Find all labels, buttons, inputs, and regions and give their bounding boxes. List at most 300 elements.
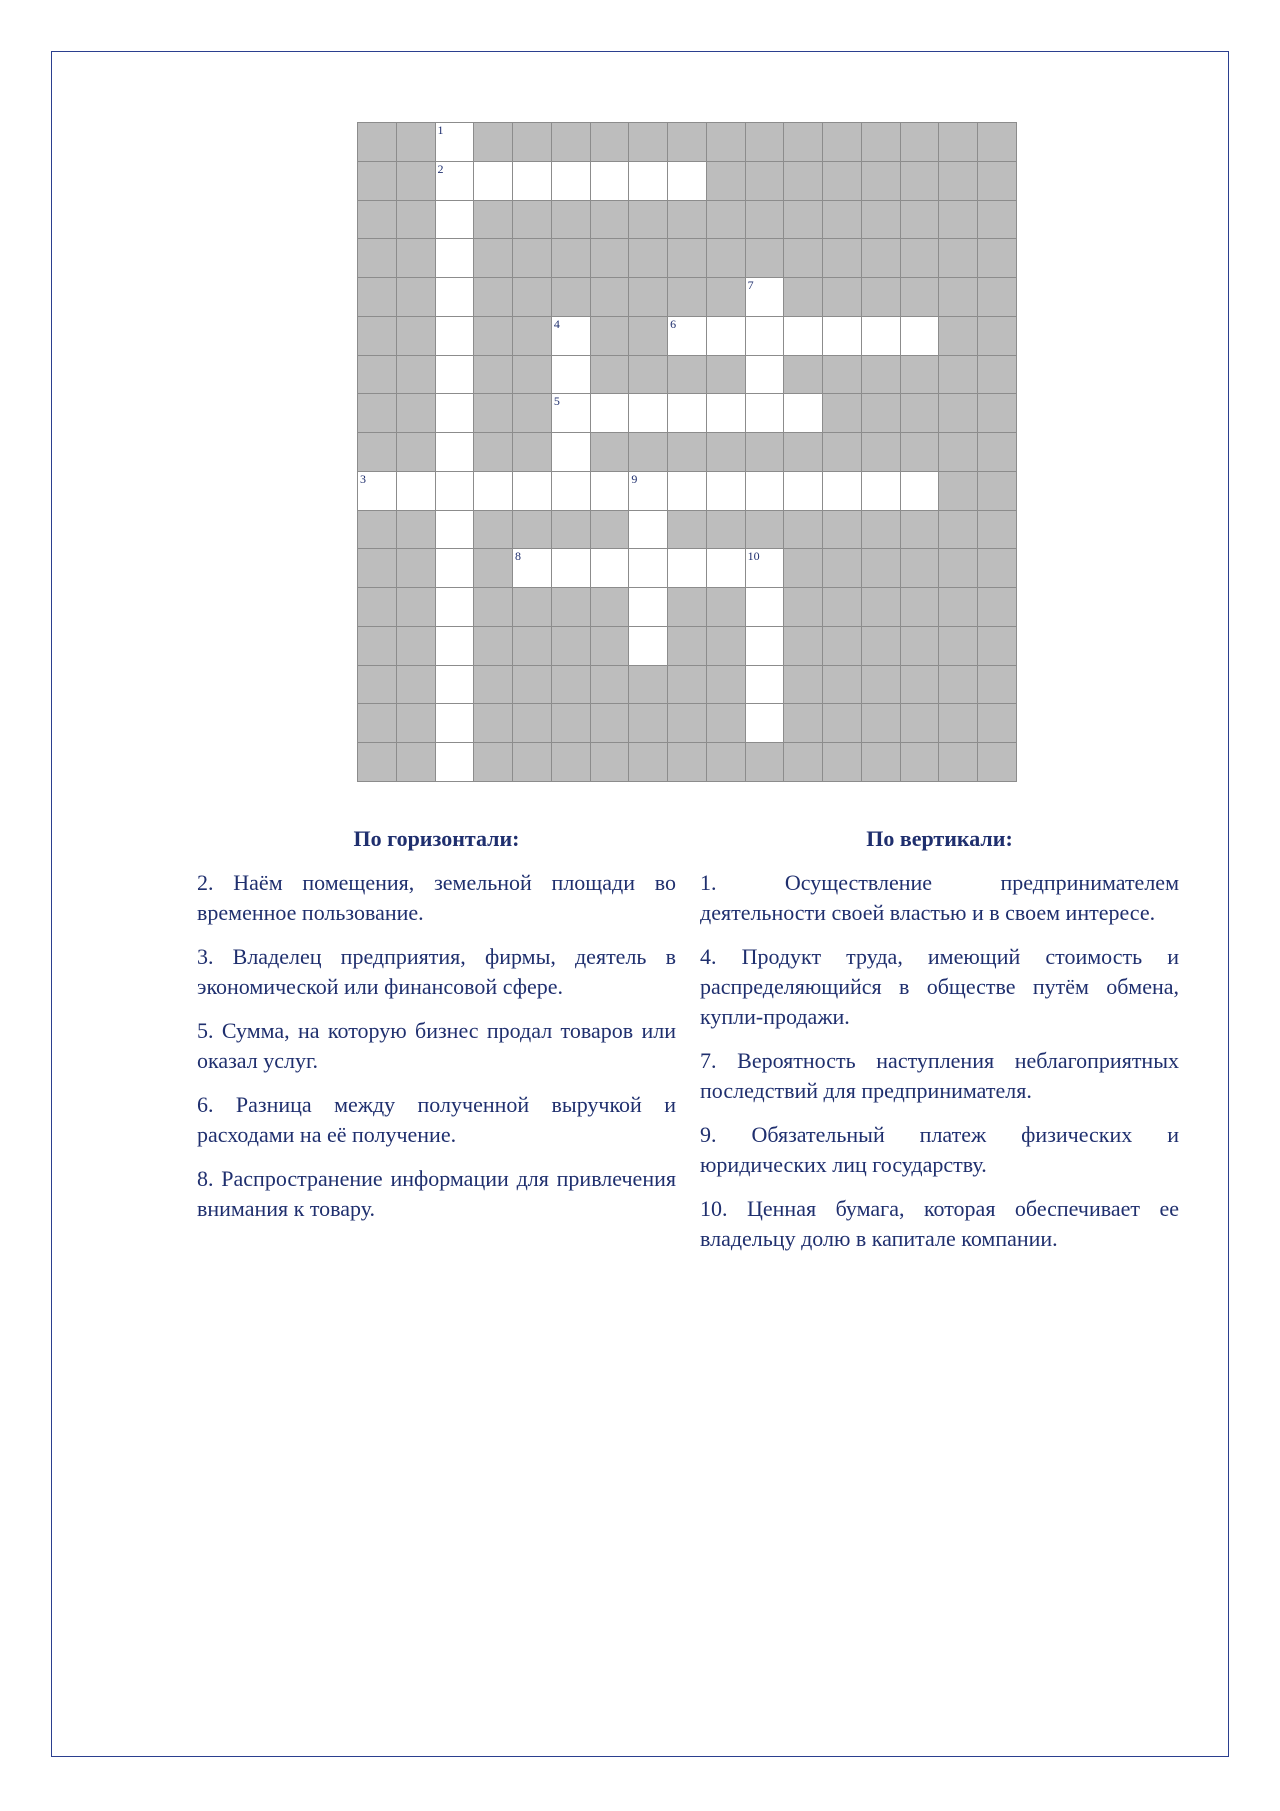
- crossword-cell-blocked: [358, 239, 396, 277]
- across-clue: 6. Разница между полученной выручкой и расходами на её получение.: [197, 1092, 676, 1147]
- crossword-cell-blocked: [707, 511, 745, 549]
- crossword-cell-open[interactable]: [436, 666, 474, 704]
- crossword-cell-blocked: [978, 123, 1016, 161]
- crossword-cell-blocked: [358, 627, 396, 665]
- crossword-cell-open[interactable]: [746, 666, 784, 704]
- crossword-cell-blocked: [668, 511, 706, 549]
- across-title: По горизонтали:: [353, 826, 520, 851]
- crossword-cell-blocked: [978, 317, 1016, 355]
- crossword-cell-open[interactable]: [591, 162, 629, 200]
- crossword-cell-blocked: [513, 317, 551, 355]
- crossword-cell-blocked: [978, 743, 1016, 781]
- crossword-cell-blocked: [474, 511, 512, 549]
- crossword-cell-blocked: [513, 704, 551, 742]
- crossword-cell-blocked: [397, 123, 435, 161]
- crossword-cell-open[interactable]: [746, 627, 784, 665]
- crossword-cell-blocked: [784, 123, 822, 161]
- crossword-cell-blocked: [901, 511, 939, 549]
- crossword-cell-blocked: [707, 278, 745, 316]
- crossword-cell-open[interactable]: [668, 162, 706, 200]
- crossword-cell-blocked: [552, 588, 590, 626]
- crossword-cell-blocked: [862, 433, 900, 471]
- crossword-cell-blocked: [862, 356, 900, 394]
- crossword-cell-blocked: [358, 588, 396, 626]
- crossword-cell-open[interactable]: [746, 588, 784, 626]
- crossword-cell-blocked: [629, 666, 667, 704]
- down-clue: 1. Осуществление предпринимателем деятельности своей властью и в своем интересе.: [700, 870, 1179, 925]
- crossword-cell-blocked: [746, 511, 784, 549]
- crossword-cell-open[interactable]: [436, 588, 474, 626]
- crossword-cell-blocked: [939, 123, 977, 161]
- crossword-cell-blocked: [707, 743, 745, 781]
- crossword-cell-blocked: [939, 278, 977, 316]
- crossword-cell-blocked: [823, 627, 861, 665]
- crossword-cell-open[interactable]: [862, 472, 900, 510]
- down-clue: 10. Ценная бумага, которая обеспечивает ее владельцу долю в капитале компании.: [700, 1196, 1179, 1251]
- crossword-cell-blocked: [397, 549, 435, 587]
- crossword-cell-blocked: [939, 666, 977, 704]
- crossword-cell-blocked: [358, 317, 396, 355]
- crossword-cell-open[interactable]: [784, 317, 822, 355]
- crossword-cell-blocked: [397, 588, 435, 626]
- crossword-cell-blocked: [358, 743, 396, 781]
- crossword-cell-blocked: [591, 627, 629, 665]
- clue-number: 3: [360, 471, 366, 486]
- crossword-cell-blocked: [629, 356, 667, 394]
- crossword-cell-open[interactable]: [629, 394, 667, 432]
- crossword-cell-blocked: [784, 356, 822, 394]
- crossword-cell-blocked: [397, 704, 435, 742]
- crossword-cell-blocked: [746, 239, 784, 277]
- crossword-cell-open[interactable]: [746, 356, 784, 394]
- crossword-cell-blocked: [474, 549, 512, 587]
- crossword-cell-blocked: [823, 394, 861, 432]
- crossword-cell-blocked: [862, 278, 900, 316]
- crossword-cell-blocked: [823, 162, 861, 200]
- crossword-cell-blocked: [591, 704, 629, 742]
- crossword-cell-blocked: [397, 162, 435, 200]
- clue-number: 4: [553, 316, 560, 331]
- crossword-cell-blocked: [629, 433, 667, 471]
- crossword-cell-open[interactable]: [746, 704, 784, 742]
- crossword-cell-open[interactable]: [668, 394, 706, 432]
- crossword-cell-blocked: [668, 704, 706, 742]
- crossword-cell-open[interactable]: [552, 549, 590, 587]
- crossword-cell-open[interactable]: [397, 472, 435, 510]
- crossword-cell-blocked: [591, 743, 629, 781]
- crossword-cell-blocked: [591, 201, 629, 239]
- crossword-cell-open[interactable]: [552, 394, 590, 432]
- crossword-cell-blocked: [707, 239, 745, 277]
- crossword-cell-blocked: [397, 317, 435, 355]
- crossword-cell-blocked: [823, 666, 861, 704]
- crossword-cell-blocked: [552, 239, 590, 277]
- crossword-cell-blocked: [707, 627, 745, 665]
- crossword-cell-blocked: [358, 704, 396, 742]
- crossword-cell-blocked: [746, 201, 784, 239]
- crossword-cell-open[interactable]: [474, 472, 512, 510]
- crossword-cell-blocked: [901, 743, 939, 781]
- crossword-cell-blocked: [901, 394, 939, 432]
- crossword-cell-blocked: [513, 201, 551, 239]
- crossword-cell-open[interactable]: [436, 433, 474, 471]
- crossword-cell-blocked: [591, 239, 629, 277]
- crossword-cell-blocked: [668, 627, 706, 665]
- crossword-cell-open[interactable]: [513, 549, 551, 587]
- crossword-cell-blocked: [707, 433, 745, 471]
- crossword-cell-blocked: [784, 627, 822, 665]
- crossword-cell-blocked: [552, 123, 590, 161]
- crossword-cell-blocked: [978, 666, 1016, 704]
- crossword-cell-open[interactable]: [436, 317, 474, 355]
- clue-number: 10: [747, 549, 760, 564]
- crossword-cell-open[interactable]: [552, 317, 590, 355]
- crossword-cell-blocked: [862, 394, 900, 432]
- crossword-cell-open[interactable]: [591, 549, 629, 587]
- down-clue: 4. Продукт труда, имеющий стоимость и распределяющийся в обществе путём обмена, купли-продажи.: [700, 944, 1179, 1029]
- down-clues-section: [700, 826, 1179, 1268]
- crossword-cell-blocked: [397, 511, 435, 549]
- crossword-cell-open[interactable]: [746, 317, 784, 355]
- crossword-cell-blocked: [978, 278, 1016, 316]
- clue-number: 7: [747, 278, 754, 293]
- crossword-cell-blocked: [823, 743, 861, 781]
- crossword-cell-open[interactable]: [707, 472, 745, 510]
- crossword-cell-open[interactable]: [358, 472, 396, 510]
- crossword-cell-blocked: [939, 239, 977, 277]
- crossword-cell-open[interactable]: [784, 394, 822, 432]
- clue-number: 8: [515, 549, 522, 564]
- crossword-cell-open[interactable]: [591, 394, 629, 432]
- crossword-cell-blocked: [474, 627, 512, 665]
- crossword-cell-open[interactable]: [629, 162, 667, 200]
- crossword-cell-blocked: [823, 239, 861, 277]
- crossword-cell-blocked: [784, 743, 822, 781]
- clue-number: 6: [670, 316, 677, 331]
- crossword-cell-blocked: [784, 433, 822, 471]
- crossword-cell-blocked: [901, 627, 939, 665]
- crossword-grid: [357, 122, 1017, 782]
- crossword-cell-blocked: [629, 278, 667, 316]
- crossword-cell-blocked: [784, 239, 822, 277]
- crossword-cell-blocked: [513, 278, 551, 316]
- crossword-cell-blocked: [552, 278, 590, 316]
- crossword-cell-open[interactable]: [668, 472, 706, 510]
- crossword-cell-open[interactable]: [746, 549, 784, 587]
- clue-number: 1: [437, 123, 444, 137]
- crossword-cell-blocked: [746, 123, 784, 161]
- crossword-cell-blocked: [629, 317, 667, 355]
- crossword-cell-open[interactable]: [707, 317, 745, 355]
- crossword-cell-open[interactable]: [513, 472, 551, 510]
- crossword-cell-open[interactable]: [707, 549, 745, 587]
- crossword-cell-blocked: [746, 743, 784, 781]
- crossword-cell-blocked: [978, 433, 1016, 471]
- crossword-cell-open[interactable]: [823, 472, 861, 510]
- crossword-cell-blocked: [358, 549, 396, 587]
- crossword-cell-blocked: [474, 394, 512, 432]
- crossword-cell-blocked: [707, 666, 745, 704]
- crossword-cell-blocked: [358, 511, 396, 549]
- crossword-cell-blocked: [901, 239, 939, 277]
- crossword-cell-blocked: [939, 356, 977, 394]
- crossword-cell-blocked: [552, 666, 590, 704]
- crossword-cell-open[interactable]: [668, 317, 706, 355]
- crossword-cell-blocked: [668, 123, 706, 161]
- crossword-cell-blocked: [784, 511, 822, 549]
- crossword-cell-blocked: [862, 549, 900, 587]
- crossword-cell-blocked: [513, 666, 551, 704]
- crossword-cell-blocked: [474, 317, 512, 355]
- crossword-cell-blocked: [901, 123, 939, 161]
- crossword-cell-blocked: [978, 472, 1016, 510]
- crossword-cell-open[interactable]: [552, 433, 590, 471]
- crossword-cell-blocked: [823, 123, 861, 161]
- crossword-cell-blocked: [474, 743, 512, 781]
- crossword-cell-blocked: [707, 588, 745, 626]
- crossword-cell-blocked: [668, 433, 706, 471]
- crossword-cell-open[interactable]: [436, 201, 474, 239]
- crossword-cell-blocked: [591, 123, 629, 161]
- crossword-cell-blocked: [707, 201, 745, 239]
- crossword-cell-blocked: [823, 433, 861, 471]
- crossword-cell-blocked: [746, 162, 784, 200]
- crossword-cell-blocked: [513, 433, 551, 471]
- clue-number: 9: [631, 471, 638, 486]
- crossword-cell-open[interactable]: [901, 472, 939, 510]
- crossword-cell-blocked: [629, 201, 667, 239]
- crossword-cell-blocked: [862, 239, 900, 277]
- across-clue: 2. Наём помещения, земельной площади во временное пользование.: [197, 870, 676, 925]
- crossword-cell-blocked: [397, 278, 435, 316]
- crossword-cell-blocked: [474, 704, 512, 742]
- crossword-cell-open[interactable]: [436, 627, 474, 665]
- crossword-cell-blocked: [862, 123, 900, 161]
- crossword-cell-blocked: [474, 433, 512, 471]
- crossword-cell-blocked: [513, 627, 551, 665]
- crossword-cell-open[interactable]: [436, 239, 474, 277]
- crossword-cell-blocked: [939, 743, 977, 781]
- crossword-cell-blocked: [901, 356, 939, 394]
- crossword-cell-open[interactable]: [474, 162, 512, 200]
- crossword-cell-blocked: [668, 278, 706, 316]
- crossword-cell-blocked: [513, 588, 551, 626]
- crossword-cell-open[interactable]: [436, 472, 474, 510]
- crossword-cell-blocked: [939, 588, 977, 626]
- crossword-cell-open[interactable]: [436, 356, 474, 394]
- crossword-cell-blocked: [746, 433, 784, 471]
- crossword-cell-open[interactable]: [862, 317, 900, 355]
- crossword-cell-blocked: [358, 356, 396, 394]
- crossword-cell-blocked: [513, 743, 551, 781]
- crossword-cell-open[interactable]: [513, 162, 551, 200]
- crossword-cell-blocked: [397, 239, 435, 277]
- crossword-cell-blocked: [939, 549, 977, 587]
- crossword-cell-blocked: [668, 201, 706, 239]
- crossword-cell-blocked: [397, 356, 435, 394]
- crossword-cell-open[interactable]: [629, 549, 667, 587]
- crossword-cell-blocked: [707, 123, 745, 161]
- crossword-cell-blocked: [862, 588, 900, 626]
- crossword-cell-blocked: [939, 433, 977, 471]
- crossword-cell-blocked: [978, 511, 1016, 549]
- crossword-cell-blocked: [784, 162, 822, 200]
- crossword-cell-blocked: [552, 511, 590, 549]
- crossword-cell-blocked: [513, 123, 551, 161]
- crossword-cell-open[interactable]: [746, 394, 784, 432]
- crossword-cell-blocked: [358, 123, 396, 161]
- crossword-cell-blocked: [591, 433, 629, 471]
- crossword-cell-blocked: [784, 704, 822, 742]
- crossword-cell-blocked: [978, 394, 1016, 432]
- crossword-cell-blocked: [358, 278, 396, 316]
- crossword-cell-blocked: [823, 588, 861, 626]
- crossword-cell-blocked: [823, 511, 861, 549]
- down-title: По вертикали:: [866, 826, 1013, 851]
- crossword-cell-blocked: [397, 201, 435, 239]
- crossword-cell-blocked: [668, 666, 706, 704]
- crossword-cell-blocked: [474, 356, 512, 394]
- crossword-cell-blocked: [939, 394, 977, 432]
- crossword-cell-open[interactable]: [746, 278, 784, 316]
- crossword-cell-open[interactable]: [436, 743, 474, 781]
- crossword-cell-blocked: [784, 666, 822, 704]
- crossword-cell-blocked: [901, 666, 939, 704]
- across-clue: 3. Владелец предприятия, фирмы, деятель в экономической или финансовой сфере.: [197, 944, 676, 999]
- crossword-cell-blocked: [862, 704, 900, 742]
- crossword-cell-open[interactable]: [552, 356, 590, 394]
- crossword-cell-open[interactable]: [436, 123, 474, 161]
- crossword-cell-blocked: [978, 704, 1016, 742]
- crossword-cell-open[interactable]: [629, 627, 667, 665]
- crossword-cell-blocked: [358, 394, 396, 432]
- crossword-cell-open[interactable]: [552, 162, 590, 200]
- crossword-cell-blocked: [397, 394, 435, 432]
- crossword-cell-blocked: [784, 588, 822, 626]
- crossword-cell-blocked: [939, 162, 977, 200]
- crossword-cell-open[interactable]: [707, 394, 745, 432]
- crossword-cell-blocked: [939, 627, 977, 665]
- crossword-cell-blocked: [513, 511, 551, 549]
- crossword-cell-blocked: [397, 627, 435, 665]
- crossword-cell-blocked: [939, 472, 977, 510]
- crossword-cell-open[interactable]: [629, 472, 667, 510]
- crossword-cell-blocked: [513, 356, 551, 394]
- crossword-cell-blocked: [552, 704, 590, 742]
- crossword-cell-open[interactable]: [746, 472, 784, 510]
- crossword-cell-blocked: [901, 433, 939, 471]
- crossword-cell-open[interactable]: [629, 511, 667, 549]
- crossword-cell-blocked: [358, 201, 396, 239]
- crossword-cell-open[interactable]: [436, 549, 474, 587]
- crossword-cell-blocked: [978, 239, 1016, 277]
- crossword-cell-open[interactable]: [436, 162, 474, 200]
- crossword-cell-open[interactable]: [552, 472, 590, 510]
- crossword-cell-blocked: [939, 201, 977, 239]
- crossword-cell-blocked: [862, 627, 900, 665]
- crossword-cell-blocked: [707, 356, 745, 394]
- crossword-cell-open[interactable]: [436, 394, 474, 432]
- across-clues-section: [197, 826, 676, 1238]
- crossword-cell-blocked: [668, 588, 706, 626]
- crossword-cell-blocked: [474, 278, 512, 316]
- crossword-cell-blocked: [823, 704, 861, 742]
- crossword-cell-open[interactable]: [629, 588, 667, 626]
- crossword-cell-blocked: [901, 201, 939, 239]
- down-clue: 9. Обязательный платеж физических и юридических лиц государству.: [700, 1122, 1179, 1177]
- clue-number: 5: [553, 394, 560, 409]
- crossword-cell-blocked: [397, 666, 435, 704]
- crossword-cell-blocked: [901, 704, 939, 742]
- crossword-cell-blocked: [862, 511, 900, 549]
- crossword-cell-blocked: [978, 627, 1016, 665]
- crossword-cell-blocked: [823, 356, 861, 394]
- crossword-cell-blocked: [591, 588, 629, 626]
- crossword-cell-open[interactable]: [823, 317, 861, 355]
- crossword-cell-blocked: [823, 201, 861, 239]
- crossword-cell-blocked: [591, 317, 629, 355]
- crossword-cell-blocked: [629, 704, 667, 742]
- crossword-cell-blocked: [552, 201, 590, 239]
- crossword-cell-blocked: [939, 704, 977, 742]
- crossword-cell-blocked: [939, 511, 977, 549]
- clue-number: 2: [437, 161, 444, 176]
- crossword-cell-open[interactable]: [668, 549, 706, 587]
- crossword-cell-open[interactable]: [591, 472, 629, 510]
- crossword-cell-blocked: [901, 162, 939, 200]
- crossword-cell-blocked: [629, 743, 667, 781]
- crossword-cell-blocked: [397, 433, 435, 471]
- crossword-cell-blocked: [358, 162, 396, 200]
- crossword-cell-blocked: [978, 356, 1016, 394]
- crossword-cell-open[interactable]: [436, 278, 474, 316]
- crossword-cell-blocked: [784, 549, 822, 587]
- crossword-cell-blocked: [668, 239, 706, 277]
- down-clue: 7. Вероятность наступления неблагоприятных последствий для предпринимателя.: [700, 1048, 1179, 1103]
- crossword-cell-blocked: [474, 201, 512, 239]
- crossword-cell-blocked: [784, 201, 822, 239]
- crossword-cell-blocked: [397, 743, 435, 781]
- crossword-cell-blocked: [862, 743, 900, 781]
- crossword-cell-blocked: [474, 588, 512, 626]
- across-clue: 5. Сумма, на которую бизнес продал товаров или оказал услуг.: [197, 1018, 676, 1073]
- crossword-cell-blocked: [629, 123, 667, 161]
- crossword-cell-blocked: [591, 278, 629, 316]
- crossword-cell-blocked: [552, 743, 590, 781]
- crossword-cell-open[interactable]: [901, 317, 939, 355]
- crossword-cell-blocked: [552, 627, 590, 665]
- crossword-cell-blocked: [668, 356, 706, 394]
- crossword-cell-open[interactable]: [436, 511, 474, 549]
- crossword-cell-blocked: [474, 239, 512, 277]
- crossword-cell-blocked: [668, 743, 706, 781]
- crossword-cell-blocked: [862, 201, 900, 239]
- crossword-cell-blocked: [901, 588, 939, 626]
- crossword-cell-open[interactable]: [436, 704, 474, 742]
- crossword-cell-blocked: [513, 394, 551, 432]
- crossword-cell-blocked: [591, 511, 629, 549]
- crossword-cell-blocked: [862, 162, 900, 200]
- crossword-cell-open[interactable]: [784, 472, 822, 510]
- crossword-cell-blocked: [358, 433, 396, 471]
- crossword-cell-blocked: [784, 278, 822, 316]
- crossword-cell-blocked: [591, 666, 629, 704]
- crossword-cell-blocked: [978, 201, 1016, 239]
- crossword-cell-blocked: [513, 239, 551, 277]
- crossword-cell-blocked: [358, 666, 396, 704]
- crossword-cell-blocked: [707, 162, 745, 200]
- crossword-cell-blocked: [707, 704, 745, 742]
